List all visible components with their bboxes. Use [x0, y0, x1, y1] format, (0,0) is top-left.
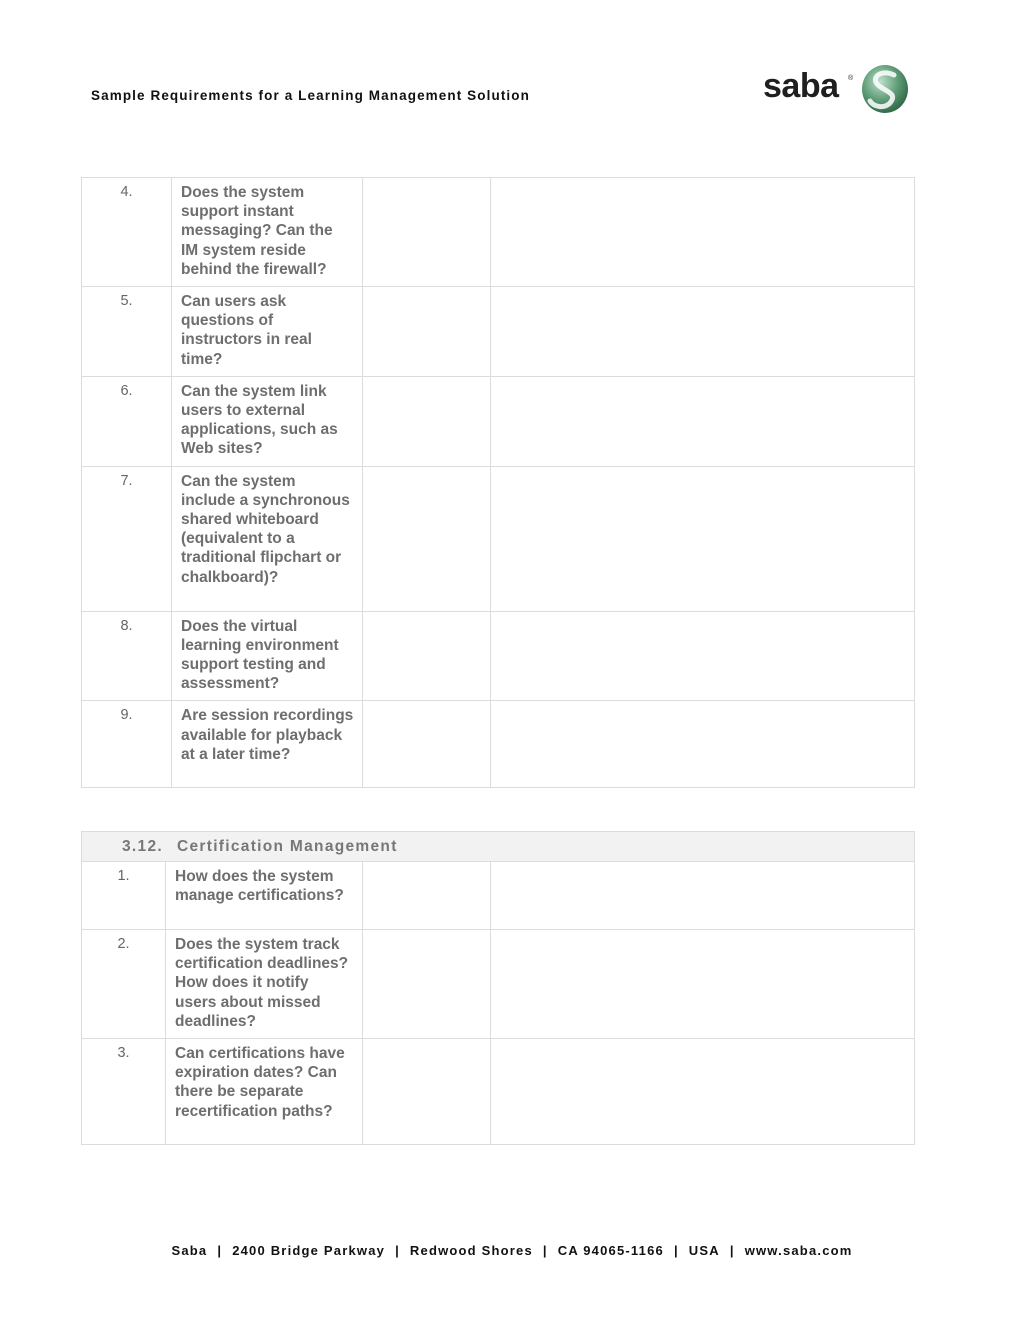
- row-number: 6.: [82, 376, 172, 466]
- section-title: Certification Management: [176, 837, 398, 855]
- section-number: 3.12.: [122, 837, 163, 855]
- footer-country: USA: [688, 1243, 720, 1258]
- table-row: [82, 376, 915, 466]
- requirement-question: Does the system track certification deadlines? How does it notify users about missed deadlines?: [166, 930, 363, 1039]
- row-number: 1.: [82, 862, 166, 930]
- footer-address: 2400 Bridge Parkway: [232, 1243, 386, 1258]
- certification-management-table: [81, 831, 915, 1145]
- row-number: 9.: [82, 701, 172, 788]
- footer-company: Saba: [171, 1243, 208, 1258]
- row-number: 8.: [82, 611, 172, 701]
- logo-wordmark: saba: [763, 67, 839, 105]
- footer-separator: |: [217, 1243, 223, 1258]
- row-number: 5.: [82, 287, 172, 377]
- table-row: [82, 930, 915, 1039]
- requirement-question: Can certifications have expiration dates? Can there be separate recertification paths?: [166, 1039, 363, 1145]
- table-row: [82, 611, 915, 701]
- response-cell: [363, 287, 491, 377]
- table-row: [82, 287, 915, 377]
- footer-state-zip: CA 94065-1166: [557, 1243, 664, 1258]
- requirement-question: Does the virtual learning environment support testing and assessment?: [172, 611, 363, 701]
- comments-cell: [491, 701, 915, 788]
- response-cell: [363, 178, 491, 287]
- comments-cell: [491, 376, 915, 466]
- row-number: 2.: [82, 930, 166, 1039]
- footer-separator: |: [395, 1243, 400, 1258]
- response-cell: [363, 701, 491, 788]
- requirement-question: Can the system link users to external applications, such as Web sites?: [172, 376, 363, 466]
- table-row: [82, 178, 915, 287]
- comments-cell: [491, 1039, 915, 1145]
- comments-cell: [491, 611, 915, 701]
- response-cell: [363, 930, 491, 1039]
- footer-separator: |: [673, 1243, 679, 1258]
- table-row: [82, 466, 915, 611]
- footer-separator: |: [542, 1243, 548, 1258]
- table-row: [82, 1039, 915, 1145]
- response-cell: [363, 1039, 491, 1145]
- comments-cell: [491, 287, 915, 377]
- response-cell: [363, 862, 491, 930]
- row-number: 4.: [82, 178, 172, 287]
- footer-separator: |: [729, 1243, 735, 1258]
- requirement-question: Can the system include a synchronous shared whiteboard (equivalent to a traditional flipchart or chalkboard)?: [172, 466, 363, 611]
- row-number: 3.: [82, 1039, 166, 1145]
- comments-cell: [491, 466, 915, 611]
- requirements-table-continued: [81, 177, 915, 788]
- requirement-question: Can users ask questions of instructors in real time?: [172, 287, 363, 377]
- table-row: [82, 701, 915, 788]
- footer-city: Redwood Shores: [409, 1243, 533, 1258]
- document-header-title: Sample Requirements for a Learning Management Solution: [91, 88, 530, 103]
- saba-logo: [745, 55, 930, 125]
- requirement-question: Are session recordings available for playback at a later time?: [172, 701, 363, 788]
- comments-cell: [491, 862, 915, 930]
- section-heading: [82, 832, 915, 862]
- response-cell: [363, 376, 491, 466]
- page-footer: [0, 1243, 1024, 1258]
- requirement-question: How does the system manage certifications?: [166, 862, 363, 930]
- logo-registered-mark: ®: [848, 75, 854, 82]
- comments-cell: [491, 178, 915, 287]
- comments-cell: [491, 930, 915, 1039]
- section-header-row: [82, 832, 915, 862]
- saba-s-swoosh-icon: [860, 63, 910, 115]
- response-cell: [363, 611, 491, 701]
- footer-website-link[interactable]: www.saba.com: [744, 1243, 853, 1258]
- response-cell: [363, 466, 491, 611]
- table-row: [82, 862, 915, 930]
- requirement-question: Does the system support instant messaging? Can the IM system reside behind the firewall?: [172, 178, 363, 287]
- row-number: 7.: [82, 466, 172, 611]
